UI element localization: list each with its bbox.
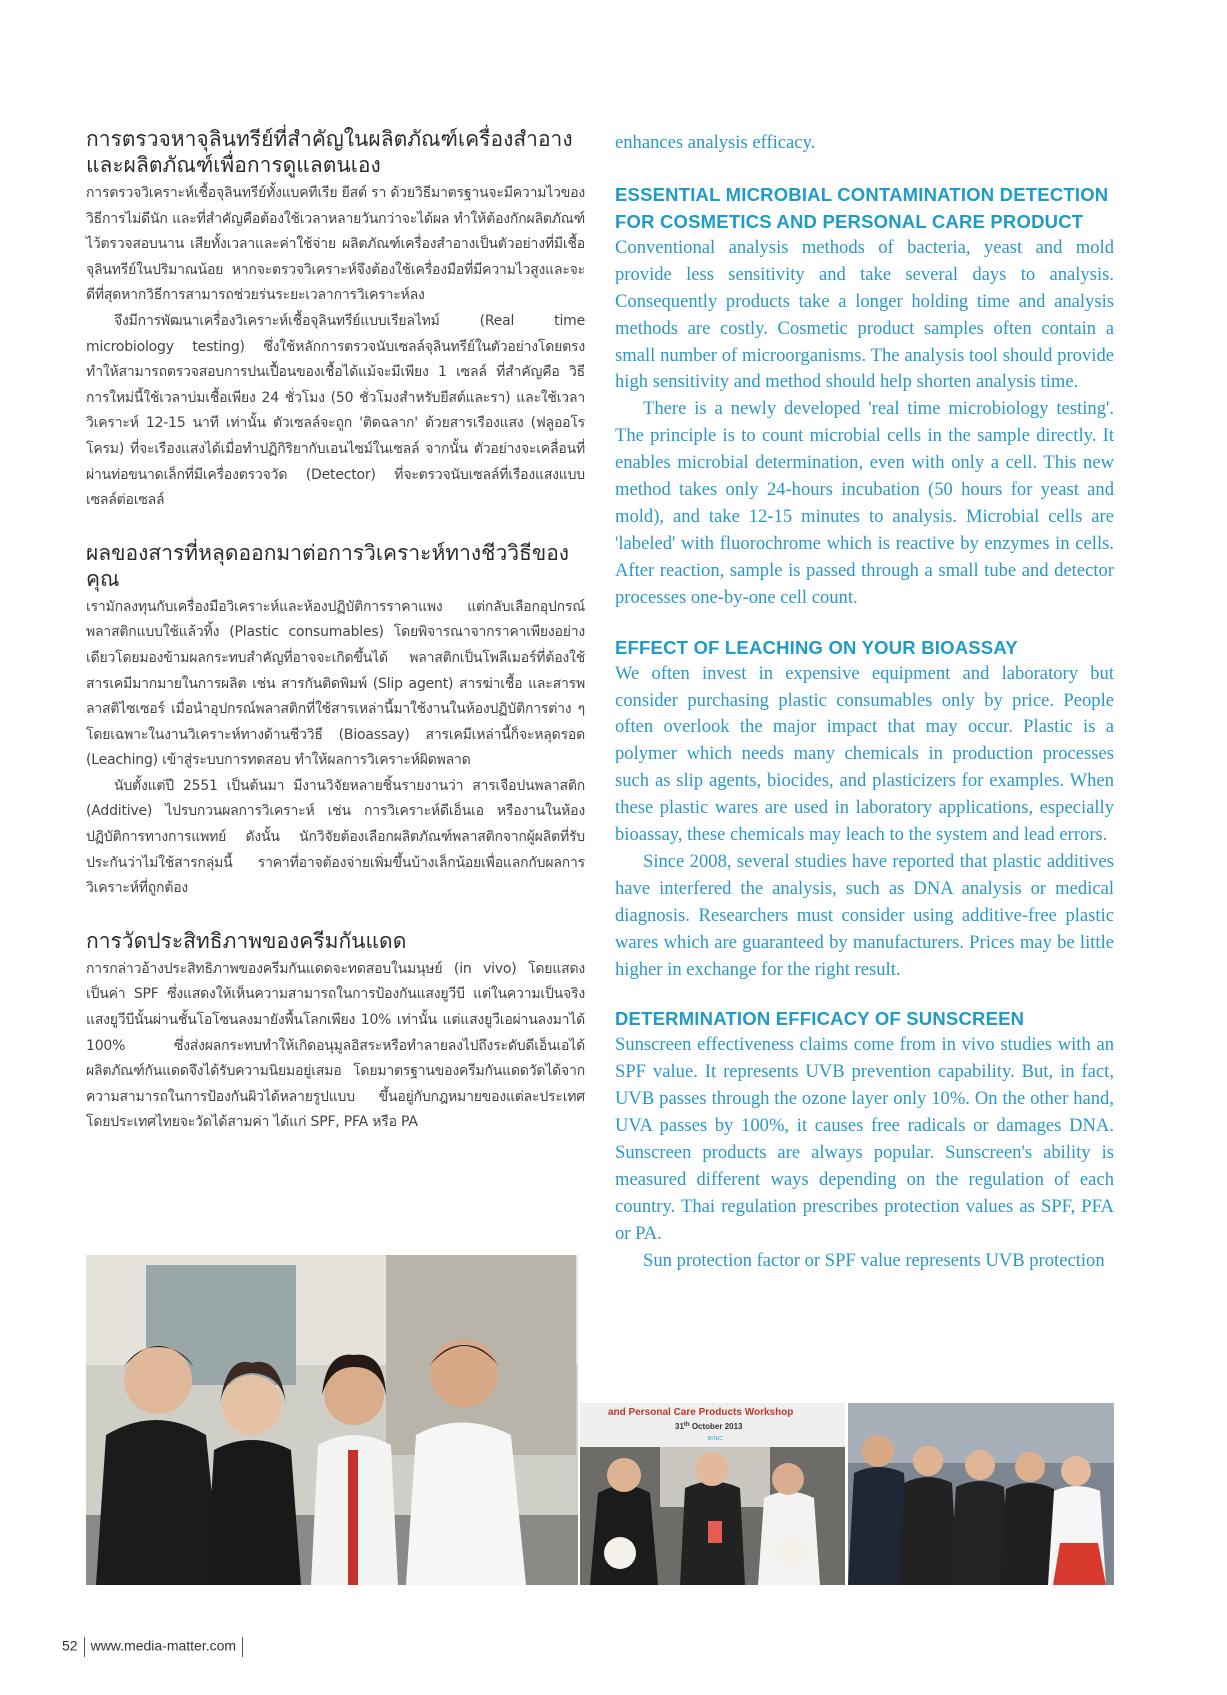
workshop-banner-month-year: October 2013: [691, 1422, 743, 1431]
thai-paragraph: การกล่าวอ้างประสิทธิภาพของครีมกันแดดจะทดสอบในมนุษย์ (in vivo) โดยแสดงเป็นค่า SPF ซึ่งแสดงให้เห็นความสามารถในการป้องกันแสงยูวีบี แต่ในความเป็นจริง แสงยูวีบีนั้นผ่านชั้นโอโซนลงมายังพื้นโลกเพียง 10% เท่านั้น แต่แสงยูวีเอผ่านลงมาได้ 100% ซึ่งส่งผลกระทบทำให้เกิดอนุมูลอิสระหรือทำลายลงไปถึงระดับดีเอ็นเอได้ ผลิตภัณฑ์กันแดดจึงได้รับความนิยมอยู่เสมอ โดยมาตรฐานของครีมกันแดดวัดได้จากความสามารถในการป้องกันผิวได้หลายรูปแบบ ขึ้นอยู่กับกฎหมายของแต่ละประเทศ โดยประเทศไทยจะวัดได้สามค่า ได้แก่ SPF, PFA หรือ PA: [86, 960, 585, 1131]
thai-paragraph: จึงมีการพัฒนาเครื่องวิเคราะห์เชื้อจุลินทรีย์แบบเรียลไทม์ (Real time microbiology testing) ซึ่งใช้หลักการตรวจนับเซลล์จุลินทรีย์ในตัวอย่างโดยตรง ทำให้สามารถตรวจสอบการปนเปื้อนของเชื้อได้แม้จะมีเพียง 1 เซลล์ ที่สำคัญคือ วิธีการใหม่นี้ใช้เวลาบ่มเชื้อเพียง 24 ชั่วโมง (50 ชั่วโมงสำหรับยีสต์และรา) และใช้เวลาวิเคราะห์ 12-15 นาที เท่านั้น ตัวเซลล์จะถูก 'ติดฉลาก' ด้วยสารเรืองแสง (ฟลูออโรโครม) ที่จะเรืองแสงได้เมื่อทำปฏิกิริยากับเอนไซม์ในเซลล์ จากนั้น ตัวอย่างจะเคลื่อนที่ผ่านท่อขนาดเล็กที่มีเครื่องตรวจวัด (Detector) ที่จะตรวจนับเซลล์ที่เรืองแสงแบบเซลล์ต่อเซลล์: [86, 312, 585, 509]
english-paragraph: Sun protection factor or SPF value represents UVB protection: [643, 1249, 1105, 1271]
workshop-banner-logo: BITEC: [708, 1436, 723, 1442]
footer-divider: [242, 1637, 243, 1657]
workshop-banner-day: 31: [675, 1422, 684, 1431]
footer-divider: [84, 1637, 85, 1657]
english-paragraph: Since 2008, several studies have reported that plastic additives have interfered the analysis, such as DNA analysis or medical diagnosis. Researchers must consider using additive-free plastic wares which are guaranteed by manufacturers. Prices may be little higher in exchange for the right result.: [615, 850, 1114, 980]
english-paragraph: Conventional analysis methods of bacteria, yeast and mold provide less sensitivity and take several days to analysis. Consequently products take a longer holding time and analysis methods are costly. Cosmetic product samples often contain a small number of microorganisms. The analysis tool should provide high sensitivity and method should help shorten analysis time.: [615, 236, 1114, 393]
thai-paragraph: เรามักลงทุนกับเครื่องมือวิเคราะห์และห้องปฏิบัติการราคาแพง แต่กลับเลือกอุปกรณ์พลาสติกแบบใช้แล้วทิ้ง (Plastic consumables) โดยพิจารณาจากราคาเพียงอย่างเดียวโดยมองข้ามผลกระทบสำคัญที่อาจจะเกิดขึ้นได้ พลาสติกเป็นโพลีเมอร์ที่ต้องใช้สารเคมีมากมายในการผลิต เช่น สารกันติดพิมพ์ (Slip agent) สารฆ่าเชื้อ และสารพลาสติไซเซอร์ เมื่อนำอุปกรณ์พลาสติกที่ใช้สารเหล่านี้มาใช้งานในห้องปฏิบัติการต่าง ๆ โดยเฉพาะในงานวิเคราะห์ทางด้านชีววิธี (Bioassay) สารเคมีเหล่านี้ก็จะหลุดรอด (Leaching) เข้าสู่ระบบการทดสอบ ทำให้ผลการวิเคราะห์ผิดพลาด: [86, 598, 585, 769]
english-paragraph: There is a newly developed 'real time microbiology testing'. The principle is to count microbial cells in the sample directly. It enables microbial determination, even with only a cell. This new method takes only 24-hours incubation (50 hours for yeast and mold), and take 12-15 minutes to analysis. Microbial cells are 'labeled' with fluorochrome which is reactive by enzymes in cells. After reaction, sample is passed through a small tube and detector processes one-by-one cell count.: [615, 398, 1114, 608]
english-section-title-microbial: ESSENTIAL MICROBIAL CONTAMINATION DETECTION FOR COSMETICS AND PERSONAL CARE PRODUCT: [615, 183, 1109, 232]
thai-paragraph: การตรวจวิเคราะห์เชื้อจุลินทรีย์ทั้งแบคทีเรีย ยีสต์ รา ด้วยวิธีมาตรฐานจะมีความไวของวิธีการไม่ดีนัก และที่สำคัญคือต้องใช้เวลาหลายวันกว่าจะได้ผล ทำให้ต้องกักผลิตภัณฑ์ไว้ตรวจสอบนาน เสียทั้งเวลาและค่าใช้จ่าย ผลิตภัณฑ์เครื่องสำอางเป็นตัวอย่างที่มีเชื้อจุลินทรีย์ในปริมาณน้อย หากจะตรวจวิเคราะห์จึงต้องใช้เครื่องมือที่มีความไวสูงและจะดีที่สุดหากวิธีการสามารถช่วยร่นระยะเวลาการวิเคราะห์ลง: [86, 185, 585, 304]
thai-paragraph: นับตั้งแต่ปี 2551 เป็นต้นมา มีงานวิจัยหลายชิ้นรายงานว่า สารเจือปนพลาสติก (Additive) ไปรบกวนผลการวิเคราะห์ เช่น การวิเคราะห์ดีเอ็นเอ หรืองานในห้องปฏิบัติการทางการแพทย์ ดังนั้น นักวิจัยต้องเลือกผลิตภัณฑ์พลาสติกจากผู้ผลิตที่รับประกันว่าไม่ใช้สารกลุ่มนี้ ราคาที่อาจต้องจ่ายเพิ่มขึ้นบ้างเล็กน้อยเพื่อแลกกับผลการวิเคราะห์ที่ถูกต้อง: [86, 777, 585, 897]
workshop-banner-title: and Personal Care Products Workshop: [608, 1407, 794, 1418]
english-section-title-sunscreen: DETERMINATION EFFICACY OF SUNSCREEN: [615, 1008, 1025, 1030]
page-number: 52: [62, 1637, 78, 1654]
group-photo-five-people: [848, 1403, 1114, 1585]
thai-section-title-leaching: ผลของสารที่หลุดออกมาต่อการวิเคราะห์ทางชีววิธีของคุณ: [86, 540, 570, 591]
workshop-banner-day-suffix: th: [683, 1422, 690, 1428]
english-paragraph: We often invest in expensive equipment and laboratory but consider purchasing plastic consumables only by price. People often overlook the major impact that may occur. Plastic is a polymer which needs many chemicals in production processes such as slip agents, biocides, and plasticizers for examples. When these plastic wares are used in laboratory applications, especially bioassay, these chemicals may leach to the system and lead errors.: [615, 662, 1114, 846]
english-column: [615, 130, 1114, 1275]
website-url: www.media-matter.com: [90, 1637, 237, 1654]
english-section-title-leaching: EFFECT OF LEACHING ON YOUR BIOASSAY: [615, 636, 1018, 658]
group-photo-four-people: [86, 1255, 578, 1585]
english-paragraph: Sunscreen effectiveness claims come from in vivo studies with an SPF value. It represents UVB prevention capability. But, in fact, UVB passes through the ozone layer only 10%. On the other hand, UVA passes by 100%, it causes free radicals or damages DNA. Sunscreen products are always popular. Sunscreen's ability is measured different ways depending on the regulation of each country. Thai regulation prescribes protection values as SPF, PFA or PA.: [615, 1034, 1114, 1244]
thai-section-title-sunscreen: การวัดประสิทธิภาพของครีมกันแดด: [86, 928, 407, 953]
page-footer: [62, 1637, 249, 1657]
thai-section-title-microbial: การตรวจหาจุลินทรีย์ที่สำคัญในผลิตภัณฑ์เครื่องสำอางและผลิตภัณฑ์เพื่อการดูแลตนเอง: [86, 127, 573, 177]
workshop-photo: [580, 1403, 845, 1585]
thai-column: [86, 126, 585, 1136]
english-lead-line: enhances analysis efficacy.: [615, 132, 816, 153]
